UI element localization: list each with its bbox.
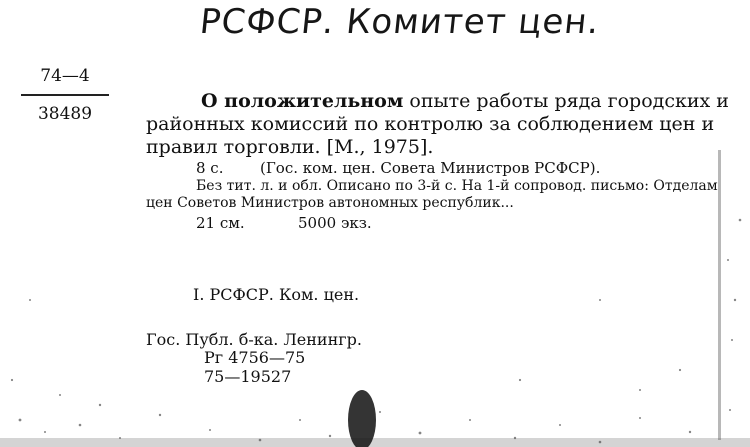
title-rest: опыте работы ряда городских и районных комиссий по контролю за соблюдением цен и правил торговли. [М., 1975]. [146,90,729,158]
subject-heading: I. РСФСР. Ком. цен. [193,285,360,304]
inventory-number: Рг 4756—75 [204,348,306,367]
handwritten-heading: РСФСР. Комитет цен. [197,2,602,42]
title-entry [146,90,736,159]
bibliographic-notes: Без тит. л. и обл. Описано по 3-й с. На 1-й сопровод. письмо: Отделам цен Советов Министров автономных республик... [146,178,718,211]
size-note: 21 см. [196,214,245,232]
call-number-bottom: 38489 [37,103,93,124]
publisher-note: (Гос. ком. цен. Совета Министров РСФСР). [260,159,601,177]
call-number-top: 74—4 [40,66,90,86]
call-number-divider [21,94,109,96]
call-number [0,66,130,124]
accession-number: 75—19527 [204,367,292,386]
print-run: 5000 экз. [298,214,372,232]
page-count: 8 с. [196,159,224,177]
library-name: Гос. Публ. б-ка. Ленингр. [146,330,362,349]
title-lead: О положительном [201,90,404,112]
